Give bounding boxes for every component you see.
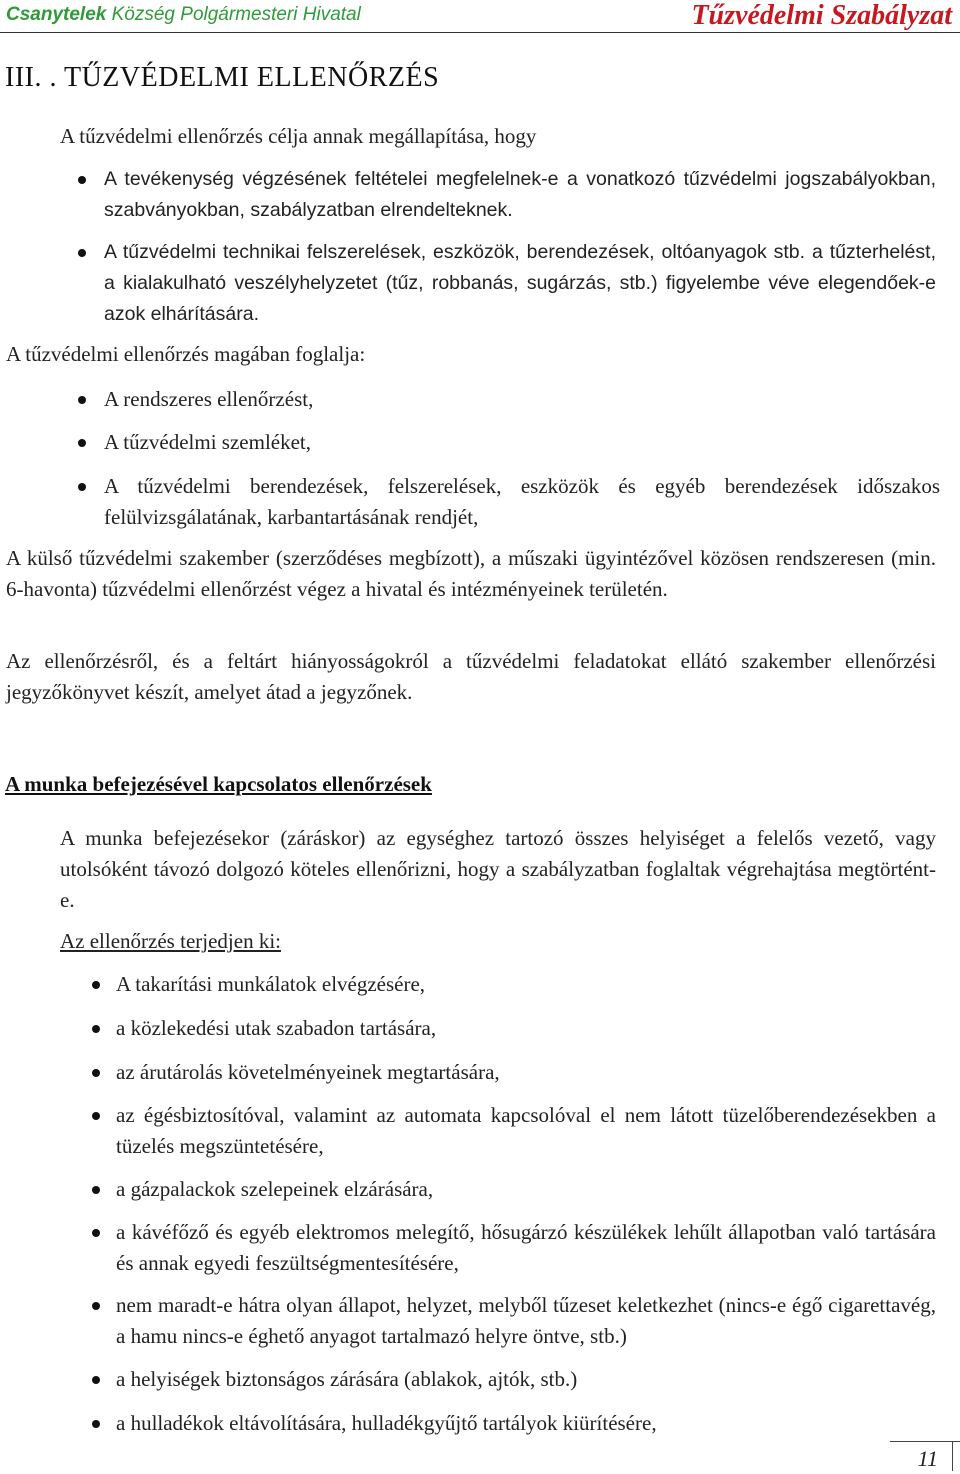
page-header bbox=[0, 0, 960, 34]
header-divider bbox=[0, 32, 960, 33]
goal-item: A tűzvédelmi technikai felszerelések, eszközök, berendezések, oltóanyagok stb. a tűzterhelést, a kialakulható veszélyhelyzetet (tűz, robbanás, sugárzás, stb.) figyelembe véve elegendőek-e azok elhárítására. bbox=[104, 237, 936, 330]
scope-item: a helyiségek biztonságos zárására (ablakok, ajtók, stb.) bbox=[116, 1364, 936, 1395]
scope-item: nem maradt-e hátra olyan állapot, helyzet, melyből tűzeset keletkezhet (nincs-e égő cigarettavég, a hamu nincs-e éghető anyagot tartalmazó helyre öntve, stb.) bbox=[116, 1290, 936, 1352]
external-inspection-paragraph bbox=[6, 543, 936, 605]
includes-item: A tűzvédelmi szemléket, bbox=[104, 427, 940, 458]
scope-item: a gázpalackok szelepeinek elzárására, bbox=[116, 1174, 936, 1205]
goal-item: A tevékenység végzésének feltételei megfelelnek-e a vonatkozó tűzvédelmi jogszabályokban, szabványokban, szabályzatban elrendelteknek. bbox=[104, 164, 936, 226]
header-organization bbox=[6, 4, 361, 26]
closing-intro: A munka befejezésekor (záráskor) az egységhez tartozó összes helyiséget a felelős vezető, vagy utolsóként távozó dolgozó köteles ellenőrizni, hogy a szabályzatban foglaltak végrehajtása megtörtént-e. bbox=[60, 826, 936, 912]
scope-item: A takarítási munkálatok elvégzésére, bbox=[116, 969, 936, 1000]
external-inspection-text: A külső tűzvédelmi szakember (szerződéses megbízott), a műszaki ügyintézővel közösen rendszeresen (min. 6-havonta) tűzvédelmi ellenőrzést végez a hivatal és intézményeinek területén. bbox=[6, 546, 936, 601]
footer-rule bbox=[890, 1441, 960, 1442]
scope-item: az égésbiztosítóval, valamint az automata kapcsolóval el nem látott tüzelőberendezésekben a tüzelés megszüntetésére, bbox=[116, 1100, 936, 1162]
header-document-title: Tűzvédelmi Szabályzat bbox=[691, 0, 952, 31]
header-org-bold: Csanytelek bbox=[6, 4, 107, 25]
scope-item: az árutárolás követelményeinek megtartására, bbox=[116, 1057, 936, 1088]
section-intro: A tűzvédelmi ellenőrzés célja annak megállapítása, hogy bbox=[60, 124, 537, 148]
scope-item: a kávéfőző és egyéb elektromos melegítő, hősugárzó készülékek lehűlt állapotban való tartására és annak egyedi feszültségmentesítésére, bbox=[116, 1217, 936, 1279]
section-title: III. . TŰZVÉDELMI ELLENŐRZÉS bbox=[5, 62, 440, 93]
includes-item: A rendszeres ellenőrzést, bbox=[104, 384, 940, 415]
closing-section-title: A munka befejezésével kapcsolatos ellenőrzések bbox=[5, 772, 432, 796]
scope-label: Az ellenőrzés terjedjen ki: bbox=[60, 929, 281, 953]
scope-item: a hulladékok eltávolítására, hulladékgyűjtő tartályok kiürítésére, bbox=[116, 1408, 936, 1439]
page-number: 11 bbox=[917, 1446, 938, 1471]
footer-vertical-rule bbox=[952, 1441, 953, 1471]
scope-item: a közlekedési utak szabadon tartására, bbox=[116, 1013, 936, 1044]
report-paragraph: Az ellenőrzésről, és a feltárt hiányosságokról a tűzvédelmi feladatokat ellátó szakember ellenőrzési jegyzőkönyvet készít, amelyet átad a jegyzőnek. bbox=[6, 649, 936, 704]
includes-intro: A tűzvédelmi ellenőrzés magában foglalja: bbox=[6, 342, 366, 366]
includes-item: A tűzvédelmi berendezések, felszerelések, eszközök és egyéb berendezések időszakos felülvizsgálatának, karbantartásának rendjét, bbox=[104, 471, 940, 533]
header-org-rest: Község Polgármesteri Hivatal bbox=[106, 4, 361, 25]
